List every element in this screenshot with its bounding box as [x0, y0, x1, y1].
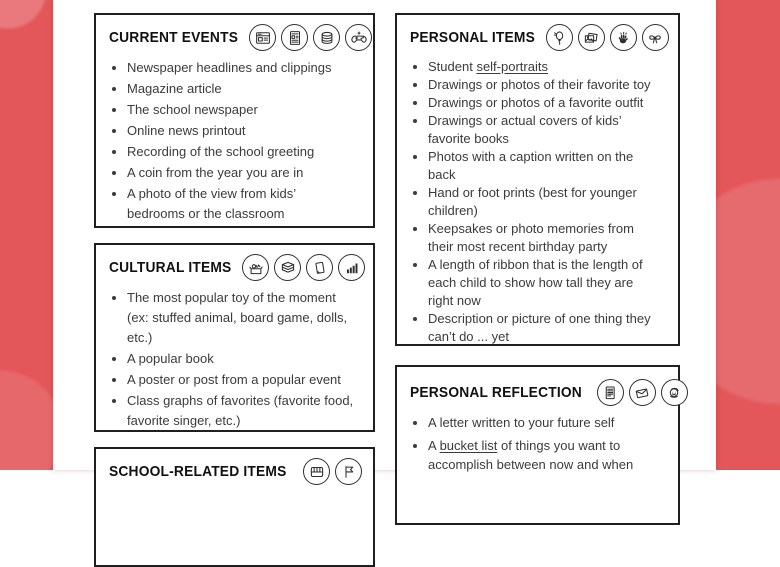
list-item	[127, 121, 365, 141]
item-text: of things you want to	[497, 438, 620, 453]
item-list	[397, 413, 678, 474]
icon-row	[303, 458, 362, 485]
list-item	[428, 112, 670, 148]
section-personal-items	[395, 13, 680, 346]
newspaper-page-icon	[281, 24, 308, 51]
list-item	[127, 163, 365, 183]
envelope-icon	[629, 379, 656, 406]
list-item	[428, 413, 670, 432]
list-item	[428, 184, 670, 220]
item-text: bedrooms or the classroom	[127, 206, 285, 221]
list-item	[428, 94, 670, 112]
list-item	[428, 220, 670, 256]
section-header	[96, 15, 373, 51]
toy-box-icon	[242, 254, 269, 281]
letter-document-icon	[597, 379, 624, 406]
item-text: A poster or post from a popular event	[127, 372, 341, 387]
books-stack-icon	[274, 254, 301, 281]
section-personal-reflection	[395, 365, 680, 525]
section-current-events	[94, 13, 375, 228]
item-list	[96, 58, 373, 224]
browser-newspaper-icon	[249, 24, 276, 51]
coin-stack-icon	[313, 24, 340, 51]
item-text: A popular book	[127, 351, 214, 366]
item-text: Recording of the school greeting	[127, 144, 314, 159]
item-text: accomplish between now and when	[428, 457, 633, 472]
list-item	[127, 370, 365, 390]
item-text: A	[428, 438, 440, 453]
list-item	[428, 148, 670, 184]
school-bus-icon	[303, 458, 330, 485]
item-text: Drawings or actual covers of kids’	[428, 113, 622, 128]
section-title: SCHOOL-RELATED ITEMS	[109, 463, 286, 480]
section-title: CURRENT EVENTS	[109, 29, 238, 46]
item-text: etc.)	[127, 330, 152, 345]
item-text: Drawings or photos of their favorite toy	[428, 77, 651, 92]
icon-row	[597, 379, 688, 406]
photos-icon	[578, 24, 605, 51]
poster-icon	[306, 254, 333, 281]
icon-row	[249, 24, 372, 51]
icon-row	[242, 254, 365, 281]
list-item	[127, 391, 365, 431]
item-list	[96, 288, 373, 431]
underlined-text: self-portraits	[476, 59, 548, 74]
list-item	[428, 76, 670, 94]
list-item	[428, 58, 670, 76]
item-text: Magazine article	[127, 81, 222, 96]
underlined-text: bucket list	[440, 438, 498, 453]
list-item	[127, 288, 365, 348]
item-text: their most recent birthday party	[428, 239, 607, 254]
item-text: Drawings or photos of a favorite outfit	[428, 95, 643, 110]
item-text: favorite singer, etc.)	[127, 413, 240, 428]
section-title: PERSONAL REFLECTION	[410, 384, 582, 401]
item-text: A length of ribbon that is the length of	[428, 257, 643, 272]
item-text: can’t do ... yet	[428, 329, 509, 344]
item-text: Student	[428, 59, 476, 74]
item-text: Photos with a caption written on the	[428, 149, 633, 164]
item-text: Keepsakes or photo memories from	[428, 221, 634, 236]
smiley-cup-icon	[661, 379, 688, 406]
handprint-icon	[610, 24, 637, 51]
item-list	[397, 58, 678, 346]
list-item	[127, 142, 365, 162]
list-item	[428, 436, 670, 474]
section-header	[96, 449, 373, 485]
section-school-related-items	[94, 447, 375, 567]
list-item	[127, 184, 365, 224]
item-text: Description or picture of one thing they	[428, 311, 651, 326]
list-item	[127, 79, 365, 99]
list-item	[127, 100, 365, 120]
bar-chart-icon	[338, 254, 365, 281]
list-item	[127, 58, 365, 78]
icon-row	[546, 24, 669, 51]
item-text: Hand or foot prints (best for younger	[428, 185, 637, 200]
item-text: children)	[428, 203, 478, 218]
item-text: back	[428, 167, 455, 182]
item-text: A coin from the year you are in	[127, 165, 303, 180]
list-item	[428, 310, 670, 346]
section-header	[397, 15, 678, 51]
game-controller-icon	[345, 24, 372, 51]
section-header	[96, 245, 373, 281]
item-text: Online news printout	[127, 123, 246, 138]
item-text: The school newspaper	[127, 102, 258, 117]
item-text: Newspaper headlines and clippings	[127, 60, 332, 75]
section-title: PERSONAL ITEMS	[410, 29, 535, 46]
list-item	[428, 256, 670, 310]
item-text: right now	[428, 293, 481, 308]
item-text: each child to show how tall they are	[428, 275, 633, 290]
section-cultural-items	[94, 243, 375, 432]
list-item	[127, 349, 365, 369]
pennant-icon	[335, 458, 362, 485]
item-text: A letter written to your future self	[428, 415, 614, 430]
item-text: (ex: stuffed animal, board game, dolls,	[127, 310, 347, 325]
section-header	[397, 367, 678, 406]
item-text: favorite books	[428, 131, 509, 146]
section-title: CULTURAL ITEMS	[109, 259, 231, 276]
bow-icon	[642, 24, 669, 51]
item-text: The most popular toy of the moment	[127, 290, 336, 305]
item-text: Class graphs of favorites (favorite food,	[127, 393, 353, 408]
balloon-icon	[546, 24, 573, 51]
item-text: A photo of the view from kids’	[127, 186, 296, 201]
